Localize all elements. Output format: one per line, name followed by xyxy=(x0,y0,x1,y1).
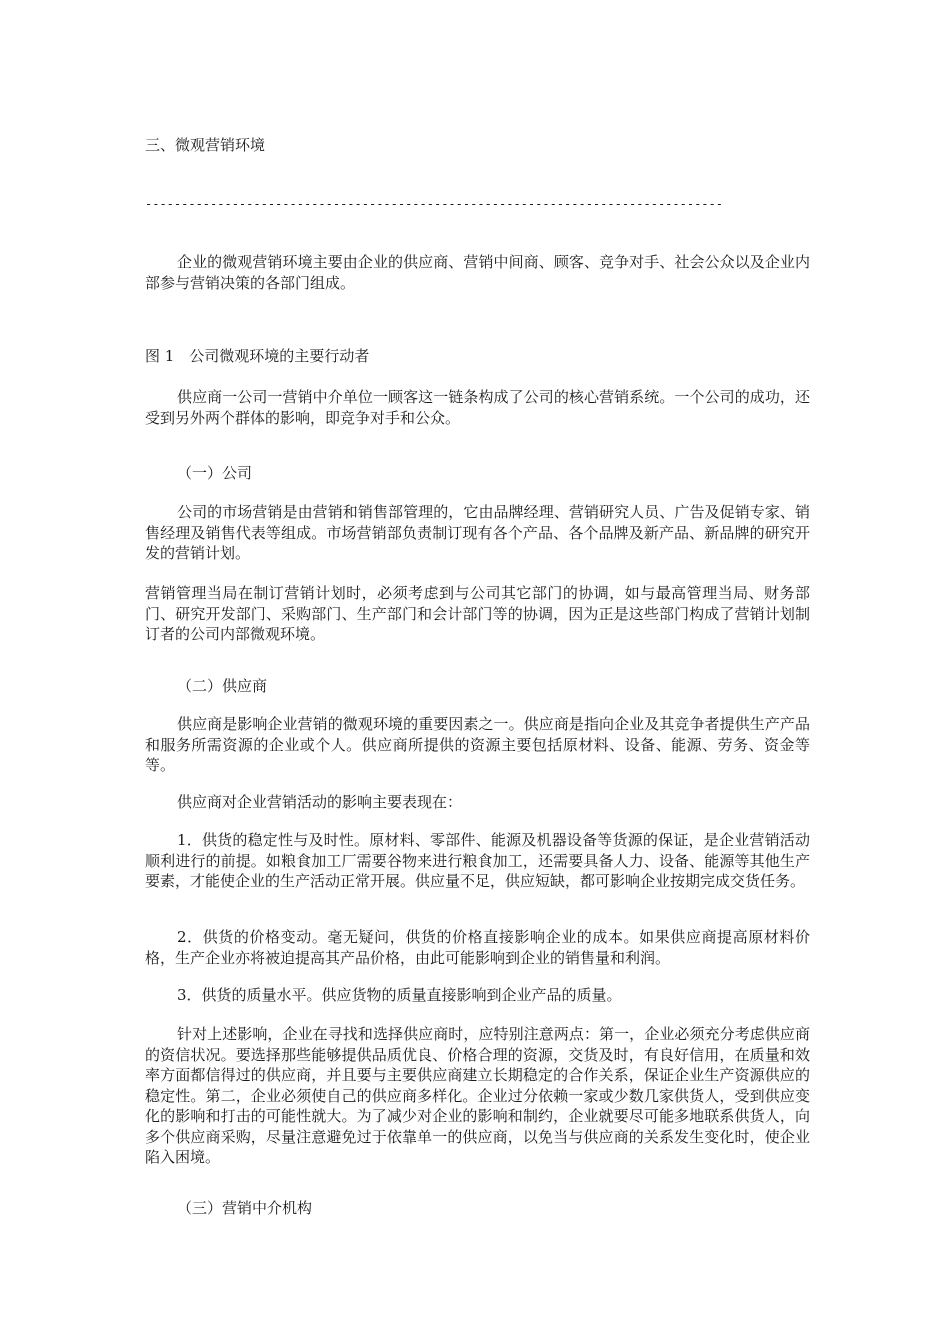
separator-line: -------------------------------------------------------------------------------- xyxy=(145,197,723,211)
company-heading: （一）公司 xyxy=(177,464,253,482)
company-paragraph-2: 营销管理当局在制订营销计划时，必须考虑到与公司其它部门的协调，如与最高管理当局、财务部门、研究开发部门、采购部门、生产部门和会计部门等的协调，因为正是这些部门构成了营销计划制订者的公司内部微观环境。 xyxy=(145,584,810,643)
supplier-heading: （二）供应商 xyxy=(177,677,268,695)
section-title: 三、微观营销环境 xyxy=(145,136,266,154)
company-paragraph-1: 公司的市场营销是由营销和销售部管理的，它由品牌经理、营销研究人员、广告及促销专家、销售经理及销售代表等组成。市场营销部负责制订现有各个产品、各个品牌及新产品、新品牌的研究开发的营销计划。 xyxy=(145,503,810,562)
intro-paragraph: 企业的微观营销环境主要由企业的供应商、营销中间商、顾客、竞争对手、社会公众以及企业内部参与营销决策的各部门组成。 xyxy=(145,253,810,292)
supplier-item-1: 1．供货的稳定性与及时性。原材料、零部件、能源及机器设备等货源的保证，是企业营销活动顺利进行的前提。如粮食加工厂需要谷物来进行粮食加工，还需要具备人力、设备、能源等其他生产要素，才能使企业的生产活动正常开展。供应量不足，供应短缺，都可影响企业按期完成交货任务。 xyxy=(145,831,810,890)
supplier-item-3: 3．供货的质量水平。供应货物的质量直接影响到企业产品的质量。 xyxy=(177,986,622,1004)
supplier-paragraph-2: 供应商对企业营销活动的影响主要表现在： xyxy=(177,793,463,811)
figure-caption: 图 1 公司微观环境的主要行动者 xyxy=(145,347,370,365)
supplier-item-2: 2．供货的价格变动。毫无疑问，供货的价格直接影响企业的成本。如果供应商提高原材料价格，生产企业亦将被迫提高其产品价格，由此可能影响到企业的销售量和利润。 xyxy=(145,928,810,967)
supplier-paragraph-1: 供应商是影响企业营销的微观环境的重要因素之一。供应商是指向企业及其竞争者提供生产产品和服务所需资源的企业或个人。供应商所提供的资源主要包括原材料、设备、能源、劳务、资金等等。 xyxy=(145,715,810,774)
core-system-paragraph: 供应商一公司一营销中介单位一顾客这一链条构成了公司的核心营销系统。一个公司的成功，还受到另外两个群体的影响，即竞争对手和公众。 xyxy=(145,388,810,427)
intermediary-heading: （三）营销中介机构 xyxy=(177,1199,313,1217)
supplier-paragraph-3: 针对上述影响，企业在寻找和选择供应商时，应特别注意两点：第一，企业必须充分考虑供应商的资信状况。要选择那些能够提供品质优良、价格合理的资源，交货及时，有良好信用，在质量和效率方面都信得过的供应商，并且要与主要供应商建立长期稳定的合作关系，保证企业生产资源供应的稳定性。第二，企业必须使自己的供应商多样化。企业过分依赖一家或少数几家供货人，受到供应变化的影响和打击的可能性就大。为了减少对企业的影响和制约，企业就要尽可能多地联系供货人，向多个供应商采购，尽量注意避免过于依靠单一的供应商，以免当与供应商的关系发生变化时，使企业陷入困境。 xyxy=(145,1025,810,1166)
